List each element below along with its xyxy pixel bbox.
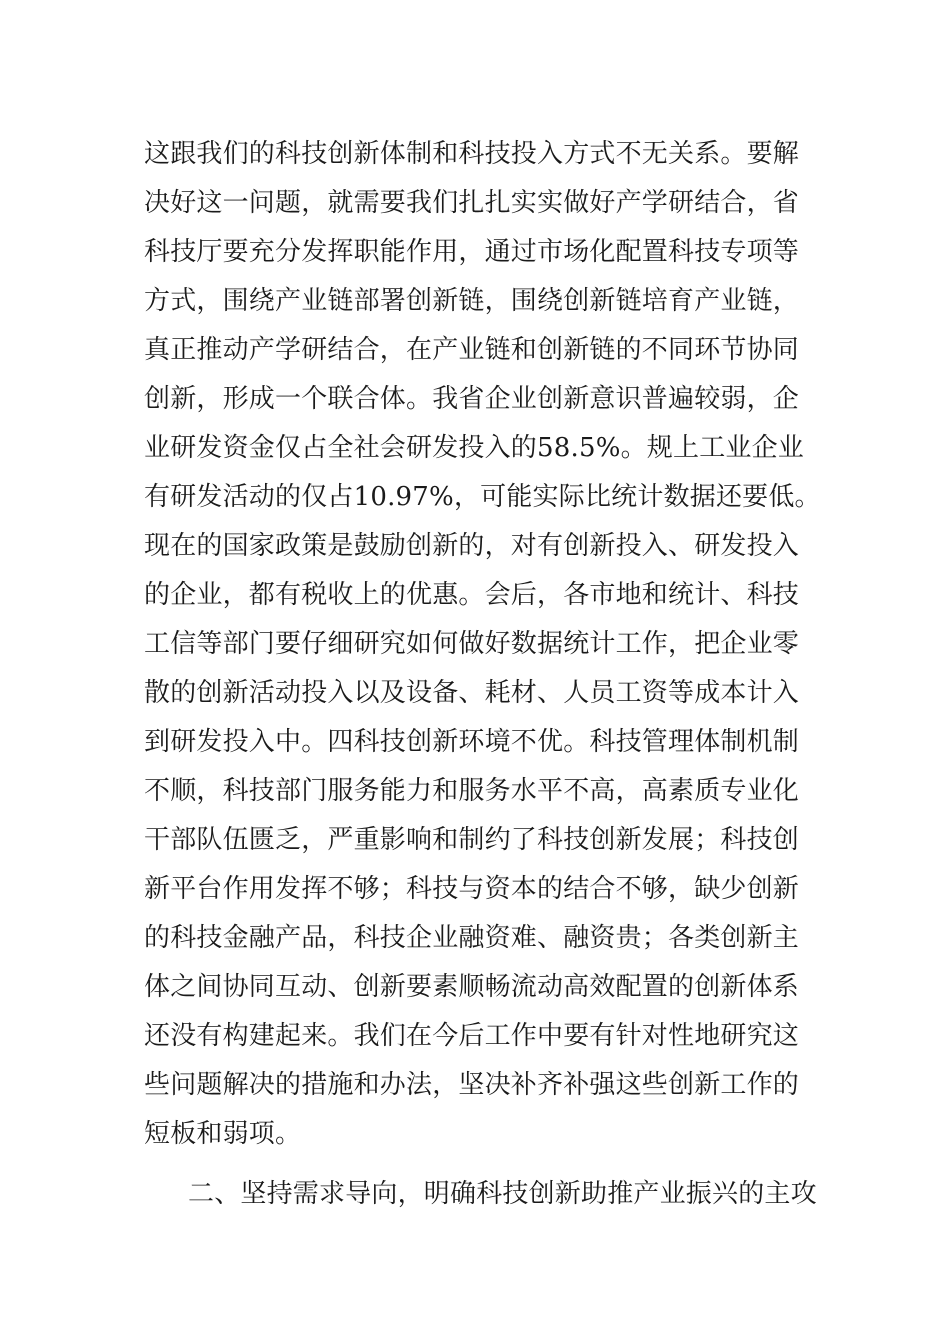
text-line: 些问题解决的措施和办法，坚决补齐补强这些创新工作的 <box>144 1070 800 1100</box>
text-line: 工信等部门要仔细研究如何做好数据统计工作，把企业零 <box>144 629 800 659</box>
text-line: 还没有构建起来。我们在今后工作中要有针对性地研究这 <box>144 1021 800 1051</box>
section-heading-line: 二、坚持需求导向，明确科技创新助推产业振兴的主攻 <box>188 1179 817 1209</box>
text-line: 不顺，科技部门服务能力和服务水平不高，高素质专业化 <box>144 776 800 806</box>
text-line: 科技厅要充分发挥职能作用，通过市场化配置科技专项等 <box>144 237 800 267</box>
text-line: 新平台作用发挥不够；科技与资本的结合不够，缺少创新 <box>144 874 800 904</box>
text-line: 决好这一问题，就需要我们扎扎实实做好产学研结合，省 <box>144 188 800 218</box>
text-line: 现在的国家政策是鼓励创新的，对有创新投入、研发投入 <box>144 531 800 561</box>
text-line: 干部队伍匮乏，严重影响和制约了科技创新发展；科技创 <box>144 825 800 855</box>
text-line: 真正推动产学研结合，在产业链和创新链的不同环节协同 <box>144 335 800 365</box>
text-line: 散的创新活动投入以及设备、耗材、人员工资等成本计入 <box>144 678 800 708</box>
text-line: 有研发活动的仅占10.97%，可能实际比统计数据还要低。 <box>144 482 821 512</box>
text-line: 短板和弱项。 <box>144 1119 302 1149</box>
text-line: 业研发资金仅占全社会研发投入的58.5%。规上工业企业 <box>144 433 804 463</box>
text-line: 方式，围绕产业链部署创新链，围绕创新链培育产业链， <box>144 286 800 316</box>
text-line: 创新，形成一个联合体。我省企业创新意识普遍较弱，企 <box>144 384 800 414</box>
text-line: 体之间协同互动、创新要素顺畅流动高效配置的创新体系 <box>144 972 800 1002</box>
text-line: 的企业，都有税收上的优惠。会后，各市地和统计、科技 <box>144 580 800 610</box>
text-line: 到研发投入中。四科技创新环境不优。科技管理体制机制 <box>144 727 800 757</box>
text-line: 这跟我们的科技创新体制和科技投入方式不无关系。要解 <box>144 139 800 169</box>
text-line: 的科技金融产品，科技企业融资难、融资贵；各类创新主 <box>144 923 800 953</box>
